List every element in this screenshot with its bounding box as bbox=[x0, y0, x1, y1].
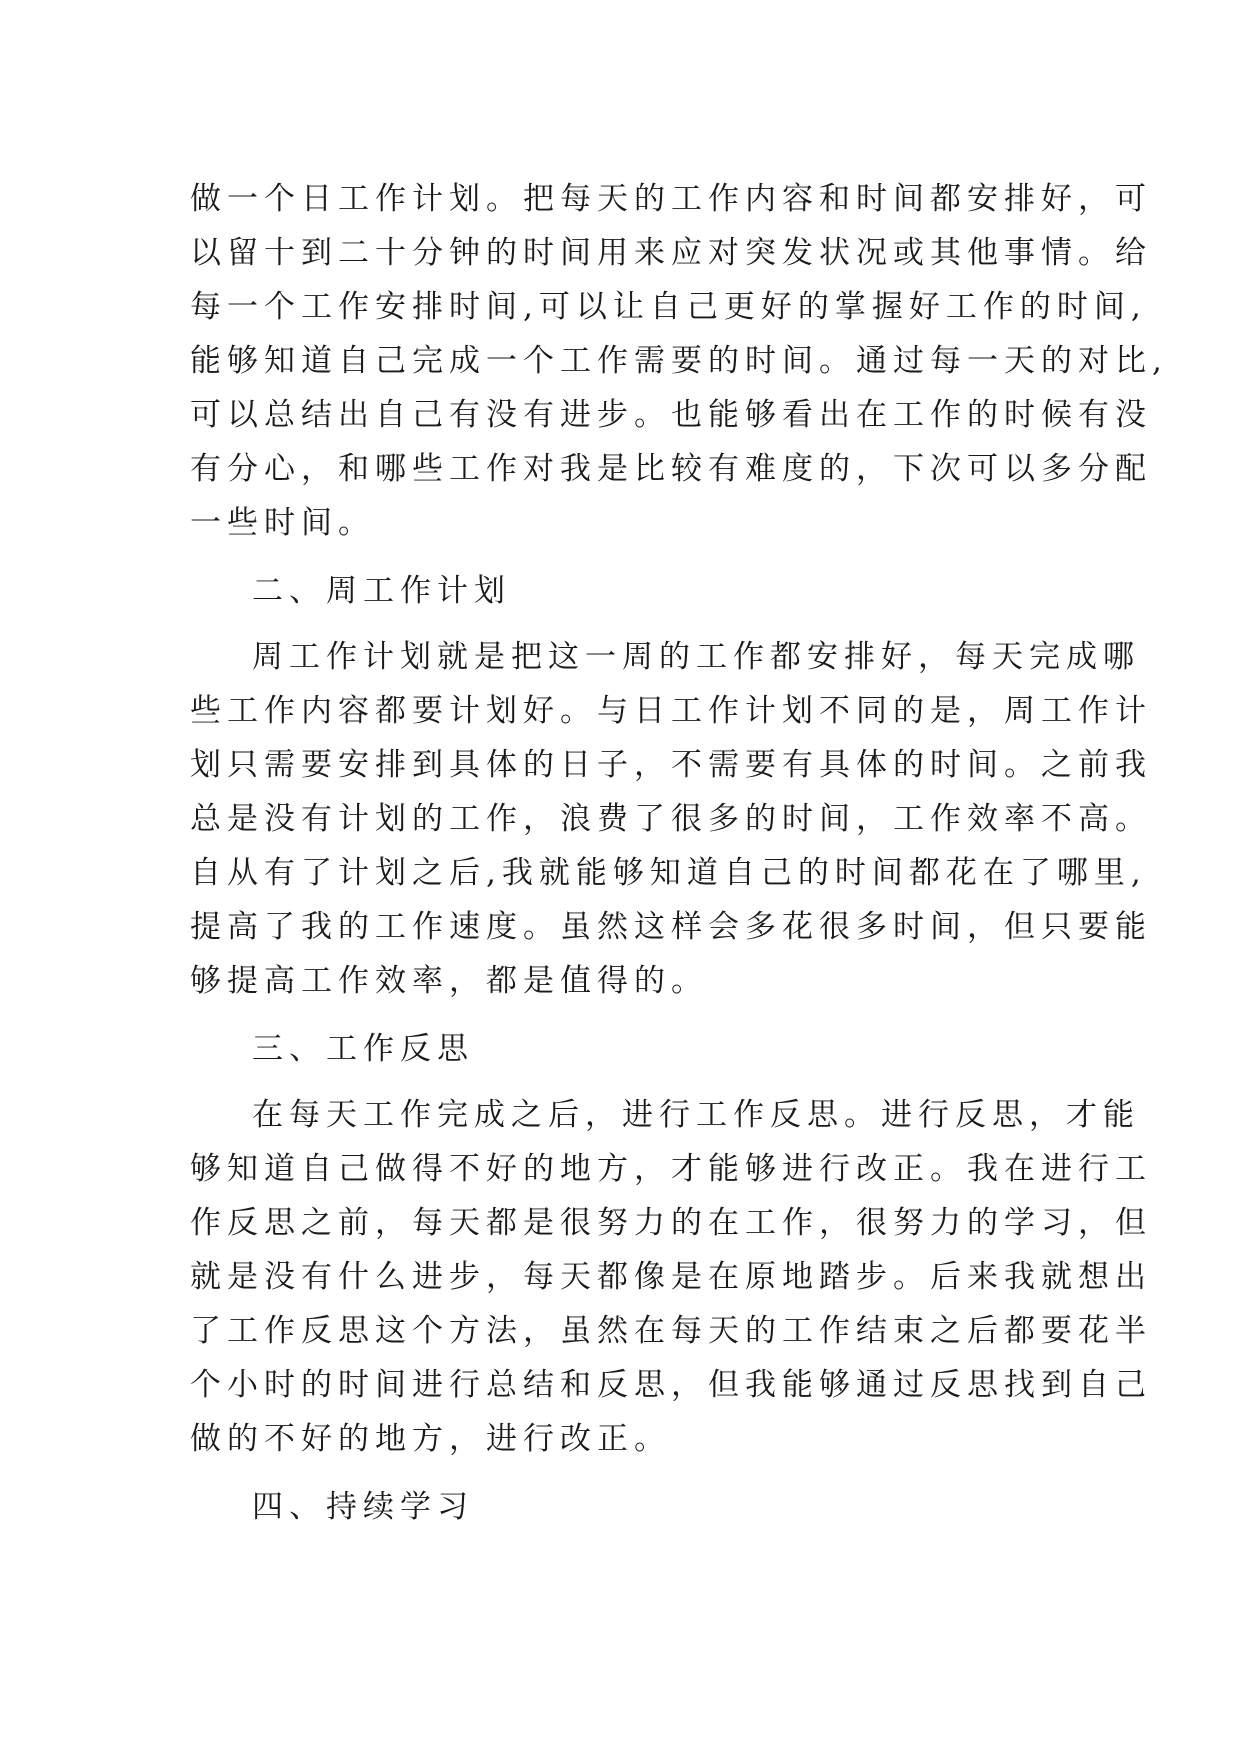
paragraph-line: 在每天工作完成之后，进行工作反思。进行反思，才能 bbox=[252, 1097, 1140, 1133]
paragraph-line: 可以总结出自己有没有进步。也能够看出在工作的时候有没 bbox=[190, 397, 1152, 433]
paragraph-line: 划只需要安排到具体的日子，不需要有具体的时间。之前我 bbox=[190, 747, 1152, 783]
section-heading: 三、工作反思 bbox=[252, 1031, 474, 1067]
paragraph-line: 自从有了计划之后,我就能够知道自己的时间都花在了哪里, bbox=[190, 855, 1147, 891]
paragraph-line: 做一个日工作计划。把每天的工作内容和时间都安排好，可 bbox=[190, 181, 1152, 217]
paragraph-line: 周工作计划就是把这一周的工作都安排好，每天完成哪 bbox=[252, 639, 1140, 675]
paragraph-line: 了工作反思这个方法，虽然在每天的工作结束之后都要花半 bbox=[190, 1313, 1152, 1349]
paragraph-line: 些工作内容都要计划好。与日工作计划不同的是，周工作计 bbox=[190, 693, 1152, 729]
paragraph-line: 个小时的时间进行总结和反思，但我能够通过反思找到自己 bbox=[190, 1367, 1152, 1403]
paragraph-line: 够提高工作效率，都是值得的。 bbox=[190, 963, 708, 999]
paragraph-line: 总是没有计划的工作，浪费了很多的时间，工作效率不高。 bbox=[190, 801, 1152, 837]
paragraph-line: 够知道自己做得不好的地方，才能够进行改正。我在进行工 bbox=[190, 1151, 1152, 1187]
paragraph-line: 提高了我的工作速度。虽然这样会多花很多时间，但只要能 bbox=[190, 909, 1152, 945]
paragraph-line: 作反思之前，每天都是很努力的在工作，很努力的学习，但 bbox=[190, 1205, 1152, 1241]
paragraph-line: 每一个工作安排时间,可以让自己更好的掌握好工作的时间, bbox=[190, 289, 1147, 325]
paragraph-line: 有分心，和哪些工作对我是比较有难度的，下次可以多分配 bbox=[190, 451, 1152, 487]
section-heading: 四、持续学习 bbox=[252, 1489, 474, 1525]
paragraph-line: 以留十到二十分钟的时间用来应对突发状况或其他事情。给 bbox=[190, 235, 1152, 271]
paragraph-line: 一些时间。 bbox=[190, 505, 375, 541]
paragraph-line: 能够知道自己完成一个工作需要的时间。通过每一天的对比, bbox=[190, 343, 1168, 379]
section-heading: 二、周工作计划 bbox=[252, 573, 511, 609]
paragraph-line: 就是没有什么进步，每天都像是在原地踏步。后来我就想出 bbox=[190, 1259, 1152, 1295]
paragraph-line: 做的不好的地方，进行改正。 bbox=[190, 1421, 671, 1457]
